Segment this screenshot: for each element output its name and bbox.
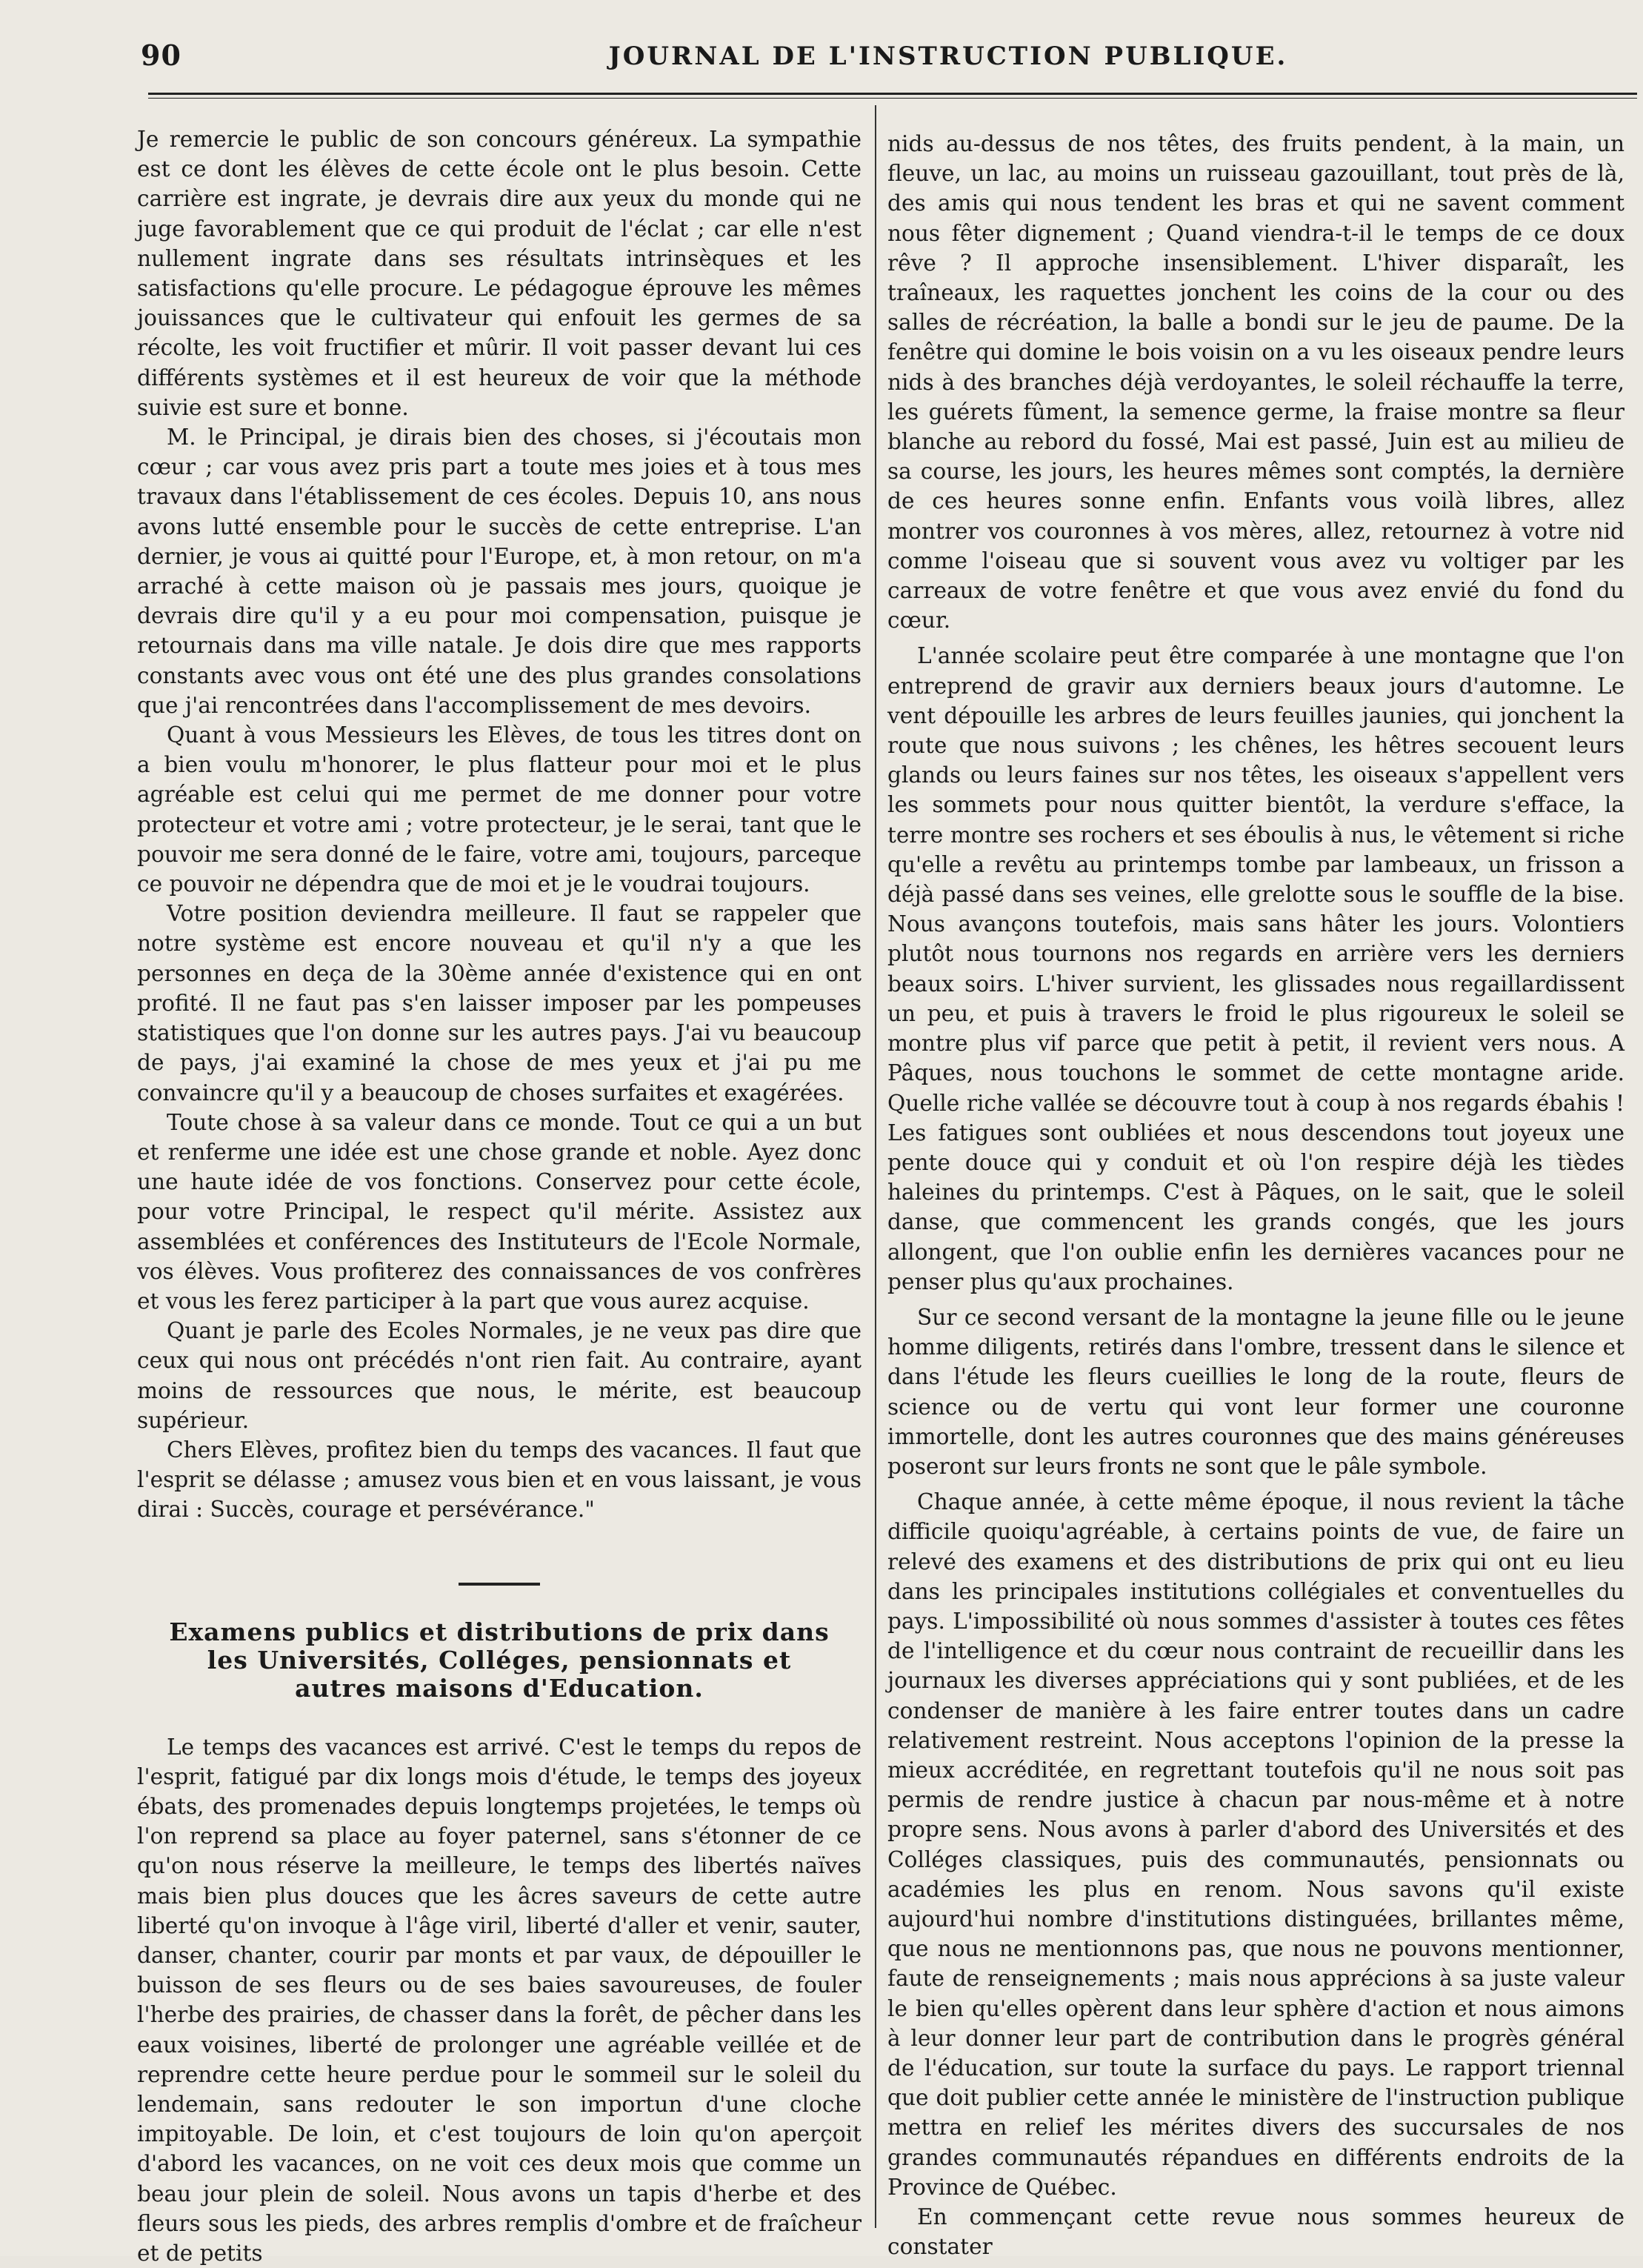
paragraph: Sur ce second versant de la montagne la jeune fille ou le jeune homme diligents, retirés dans l'ombre, tressent dans le silence et dans l'étude les fleurs cueillies le long de la route, fleurs de science ou de vertu qui vont leur former une couronne immortelle, dont les autres couronnes que des mains généreuses poseront sur leurs fronts ne sont que le pâle symbole. (887, 1304, 1624, 1479)
paragraph: M. le Principal, je dirais bien des choses, si j'écoutais mon cœur ; car vous avez pris part a toute mes joies et à tous mes travaux dans l'établissement de ces écoles. Depuis 10, ans nous avons lutté ensemble pour le succès de cette entreprise. L'an dernier, je vous ai quitté pour l'Europe, et, à mon retour, on m'a arraché à cette maison où je passais mes jours, quoique je devrais dire qu'il y a eu pour moi compensation, puisque je retournais dans ma ville natale. Je dois dire que mes rapports constants avec vous ont été une des plus grandes consolations que j'ai rencontrées dans l'accomplissement de mes devoirs. (137, 425, 862, 718)
paragraph: Quant à vous Messieurs les Elèves, de tous les titres dont on a bien voulu m'honorer, le plus flatteur pour moi et le plus agréable est celui qui me permet de me donner pour votre protecteur et votre ami ; votre protecteur, je le serai, tant que le pouvoir me sera donné de le faire, votre ami, toujours, parceque ce pouvoir ne dépendra que de moi et je le voudrai toujours. (137, 722, 862, 897)
section-heading (137, 1618, 862, 1703)
section-separator-rule (459, 1583, 540, 1586)
paragraph: Je remercie le public de son concours généreux. La sympathie est ce dont les élèves de cette école ont le plus besoin. Cette carrière est ingrate, je devrais dire aux yeux du monde qui ne juge favorablement que ce qui produit de l'éclat ; car elle n'est nullement ingrate dans ses résultats intrinsèques et les satisfactions qu'elle procure. Le pédagogue éprouve les mêmes jouissances que le cultivateur qui enfouit les germes de sa récolte, les voit fructifier et mûrir. Il voit passer devant lui ces différents systèmes et il est heureux de voir que la méthode suivie est sure et bonne. (137, 127, 862, 420)
paragraph: Votre position deviendra meilleure. Il faut se rappeler que notre système est encore nouveau et qu'il n'y a que les personnes en deça de la 30ème année d'existence qui en ont profité. Il ne faut pas s'en laisser imposer par les pompeuses statistiques que l'on donne sur les autres pays. J'ai vu beaucoup de pays, j'ai examiné la chose de mes yeux et j'ai pu me convaincre qu'il y a beaucoup de choses surfaites et exagérées. (137, 901, 862, 1105)
header-double-rule (148, 93, 1637, 99)
page-number: 90 (141, 39, 181, 72)
column-divider (875, 105, 876, 2228)
section-heading-line: les Universités, Colléges, pensionnats et (207, 1645, 792, 1675)
section-heading-line: Examens publics et distributions de prix dans (169, 1617, 830, 1646)
paragraph: Quant je parle des Ecoles Normales, je ne veux pas dire que ceux qui nous ont précédés n'ont rien fait. Au contraire, ayant moins de ressources que nous, le mérite, est beaucoup supérieur. (137, 1318, 862, 1433)
page-header (141, 39, 1615, 80)
right-column (887, 129, 1624, 2261)
section-heading-line: autres maisons d'Education. (295, 1673, 704, 1703)
paragraph: Toute chose à sa valeur dans ce monde. Tout ce qui a un but et renferme une idée est une chose grande et noble. Ayez donc une haute idée de vos fonctions. Conservez pour cette école, pour votre Principal, le respect qu'il mérite. Assistez aux assemblées et conférences des Instituteurs de l'Ecole Normale, vos élèves. Vous profiterez des connaissances de vos confrères et vous les ferez participer à la part que vous aurez acquise. (137, 1109, 862, 1314)
paragraph: Le temps des vacances est arrivé. C'est le temps du repos de l'esprit, fatigué par dix longs mois d'étude, le temps des joyeux ébats, des promenades depuis longtemps projetées, le temps où l'on reprend sa place au foyer paternel, sans s'étonner de ce qu'on nous réserve la meilleure, le temps des libertés naïves mais bien plus douces que les âcres saveurs de cette autre liberté qu'on invoque à l'âge viril, liberté d'aller et venir, sauter, danser, chanter, courir par monts et par vaux, de dépouiller le buisson de ses fleurs ou de ses baies savoureuses, de fouler l'herbe des prairies, de chasser dans la forêt, de pêcher dans les eaux voisines, liberté de prolonger une agréable veillée et de reprendre cette heure perdue pour le sommeil sur le soleil du lendemain, sans redouter le son importun d'une cloche impitoyable. De loin, et c'est toujours de loin qu'on aperçoit d'abord les vacances, on ne voit ces deux mois que comme un beau jour plein de soleil. Nous avons un tapis d'herbe et des fleurs sous les pieds, des arbres remplis d'ombre et de fraîcheur et de petits (137, 1734, 862, 2266)
paragraph: L'année scolaire peut être comparée à une montagne que l'on entreprend de gravir aux derniers beaux jours d'automne. Le vent dépouille les arbres de leurs feuilles jaunies, qui jonchent la route que nous suivons ; les chênes, les hêtres secouent leurs glands ou leurs faines sur nos têtes, les oiseaux s'appellent vers les sommets pour nous quitter bientôt, la verdure s'efface, la terre montre ses rochers et ses éboulis à nus, le vêtement si riche qu'elle a revêtu au printemps tombe par lambeaux, un frisson a déjà passé dans ses veines, elle grelotte sous le souffle de la bise. Nous avançons toutefois, mais sans hâter les jours. Volontiers plutôt nous tournons nos regards en arrière vers les derniers beaux soirs. L'hiver survient, les glissades nous regaillardissent un peu, et puis à travers le froid le plus rigoureux le soleil se montre plus vif parce que petit à petit, il revient vers nous. A Pâques, nous touchons le sommet de cette montagne aride. Quelle riche vallée se découvre tout à coup à nos regards ébahis ! Les fatigues sont oubliées et nous descendons tout joyeux une pente douce qui y conduit et où l'on respire déjà les tièdes haleines du printemps. C'est à Pâques, on le sait, que le soleil danse, que commencent les grands congés, que les jours allongent, que l'on oublie enfin les dernières vacances pour ne penser plus qu'aux prochaines. (887, 643, 1624, 1294)
paragraph: En commençant cette revue nous sommes heureux de constater (887, 2204, 1624, 2260)
left-column (137, 124, 862, 2268)
paragraph: nids au-dessus de nos têtes, des fruits pendent, à la main, un fleuve, un lac, au moins un ruisseau gazouillant, tout près de là, des amis qui nous tendent les bras et qui ne savent comment nous fêter dignement ; Quand viendra-t-il le temps de ce doux rêve ? Il approche insensiblement. L'hiver disparaît, les traîneaux, les raquettes jonchent les coins de la cour ou des salles de récréation, la balle a bondi sur le jeu de paume. De la fenêtre qui domine le bois voisin on a vu les oiseaux pendre leurs nids à des branches déjà verdoyantes, le soleil réchauffe la terre, les guérets fûment, la semence germe, la fraise montre sa fleur blanche au rebord du fossé, Mai est passé, Juin est au milieu de sa course, les jours, les heures mêmes sont comptés, la dernière de ces heures sonne enfin. Enfants vous voilà libres, allez montrer vos couronnes à vos mères, allez, retournez à votre nid comme l'oiseau que si souvent vous avez vu voltiger par les carreaux de votre fenêtre et que vous avez envié du fond du cœur. (887, 131, 1624, 633)
paragraph: Chers Elèves, profitez bien du temps des vacances. Il faut que l'esprit se délasse ; amusez vous bien et en vous laissant, je vous dirai : Succès, courage et persévérance." (137, 1437, 862, 1523)
running-title: JOURNAL DE L'INSTRUCTION PUBLIQUE. (608, 41, 1288, 71)
paragraph: Chaque année, à cette même époque, il nous revient la tâche difficile quoiqu'agréable, à certains points de vue, de faire un relevé des examens et des distributions de prix qui ont eu lieu dans les principales institutions collégiales et conventuelles du pays. L'impossibilité où nous sommes d'assister à toutes ces fêtes de l'intelligence et du cœur nous contraint de recueillir dans les journaux les diverses appréciations qui y sont publiées, et de les condenser de manière à les faire entrer toutes dans un cadre relativement restreint. Nous acceptons l'opinion de la presse la mieux accréditée, en regrettant toutefois qu'il ne nous soit pas permis de rendre justice à chacun par nous-même et à notre propre sens. Nous avons à parler d'abord des Universités et des Colléges classiques, puis des communautés, pensionnats ou académies les plus en renom. Nous savons qu'il existe aujourd'hui nombre d'institutions distinguées, brillantes même, que nous ne mentionnons pas, que nous ne pouvons mentionner, faute de renseignements ; mais nous apprécions à sa juste valeur le bien qu'elles opèrent dans leur sphère d'action et nous aimons à leur donner leur part de contribution dans le progrès général de l'éducation, sur toute la surface du pays. Le rapport triennal que doit publier cette année le ministère de l'instruction publique mettra en relief les mérites divers des succursales de nos grandes communautés répandues en différents endroits de la Province de Québec. (887, 1489, 1624, 2200)
